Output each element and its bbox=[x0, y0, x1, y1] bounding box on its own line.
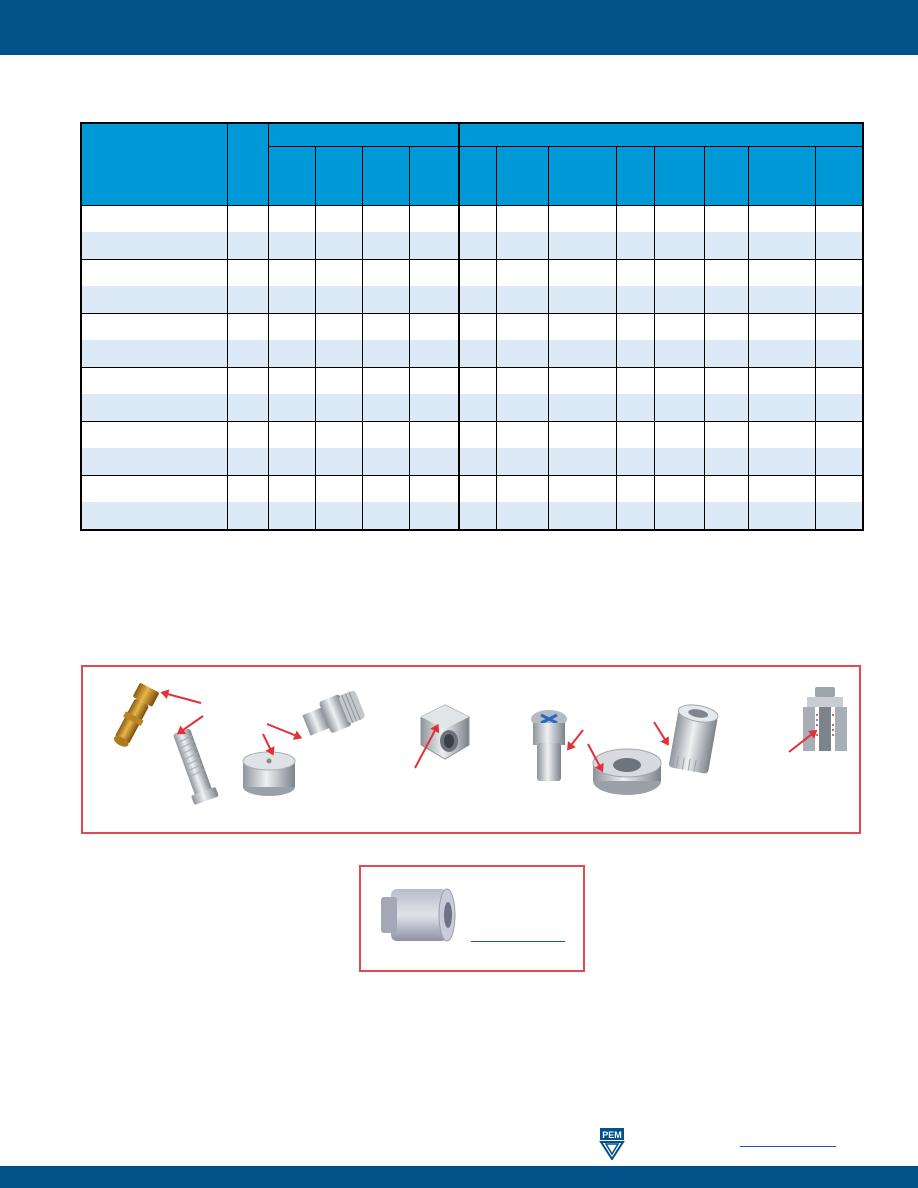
row-label-cell bbox=[81, 422, 227, 449]
table-cell bbox=[459, 232, 496, 260]
group-header-1 bbox=[268, 123, 459, 147]
table-cell bbox=[704, 286, 748, 314]
table-cell bbox=[459, 260, 496, 287]
table-cell bbox=[815, 502, 863, 530]
table-cell bbox=[704, 422, 748, 449]
table-cell bbox=[409, 476, 459, 503]
sub-header bbox=[268, 147, 315, 206]
footer-bar bbox=[0, 1166, 918, 1188]
table-cell bbox=[548, 260, 616, 287]
table-row bbox=[81, 340, 863, 368]
table-cell bbox=[315, 232, 362, 260]
row-label-cell bbox=[81, 476, 227, 503]
sub-header bbox=[409, 147, 459, 206]
table-cell bbox=[268, 206, 315, 233]
table-cell bbox=[616, 502, 654, 530]
table-cell bbox=[704, 340, 748, 368]
table-cell bbox=[362, 448, 409, 476]
table-cell bbox=[409, 422, 459, 449]
table-cell bbox=[704, 314, 748, 341]
table-cell bbox=[704, 394, 748, 422]
product-showcase bbox=[81, 665, 861, 834]
table-cell bbox=[227, 232, 268, 260]
table-cell bbox=[654, 286, 704, 314]
press-in-spacer-icon bbox=[665, 701, 721, 785]
table-cell bbox=[268, 476, 315, 503]
table-cell bbox=[459, 286, 496, 314]
table-cell bbox=[227, 448, 268, 476]
table-cell bbox=[815, 232, 863, 260]
table-cell bbox=[815, 422, 863, 449]
table-cell bbox=[268, 340, 315, 368]
table-cell bbox=[548, 502, 616, 530]
table-cell bbox=[409, 260, 459, 287]
table-cell bbox=[362, 422, 409, 449]
table-cell bbox=[315, 206, 362, 233]
table-cell bbox=[654, 232, 704, 260]
table-cell bbox=[704, 502, 748, 530]
table-cell bbox=[496, 368, 548, 395]
table-cell bbox=[748, 422, 815, 449]
table-cell bbox=[616, 260, 654, 287]
table-row bbox=[81, 502, 863, 530]
table-cell bbox=[616, 206, 654, 233]
table-cell bbox=[704, 368, 748, 395]
table-cell bbox=[748, 368, 815, 395]
table-cell bbox=[704, 232, 748, 260]
table-cell bbox=[616, 394, 654, 422]
table-cell bbox=[362, 368, 409, 395]
table-cell bbox=[268, 502, 315, 530]
table-cell bbox=[496, 206, 548, 233]
group-header-2 bbox=[459, 123, 863, 147]
table-cell bbox=[548, 314, 616, 341]
table-cell bbox=[315, 448, 362, 476]
table-cell bbox=[654, 448, 704, 476]
brass-standoff-icon bbox=[97, 679, 167, 759]
table-cell bbox=[548, 394, 616, 422]
table-cell bbox=[496, 314, 548, 341]
table-cell bbox=[459, 394, 496, 422]
table-cell bbox=[409, 286, 459, 314]
table-cell bbox=[268, 448, 315, 476]
threaded-stud-icon bbox=[159, 727, 229, 812]
table-cell bbox=[227, 340, 268, 368]
table-cell bbox=[704, 206, 748, 233]
table-cell bbox=[362, 394, 409, 422]
table-cell bbox=[268, 368, 315, 395]
table-cell bbox=[616, 368, 654, 395]
table-cell bbox=[496, 232, 548, 260]
row-label-cell bbox=[81, 394, 227, 422]
table-cell bbox=[548, 476, 616, 503]
table-cell bbox=[362, 206, 409, 233]
table-cell bbox=[748, 448, 815, 476]
table-row bbox=[81, 394, 863, 422]
table-cell bbox=[496, 340, 548, 368]
table-cell bbox=[654, 394, 704, 422]
table-cell bbox=[654, 368, 704, 395]
table-cell bbox=[815, 260, 863, 287]
table-cell bbox=[409, 502, 459, 530]
table-cell bbox=[815, 314, 863, 341]
table-cell bbox=[315, 286, 362, 314]
sub-header bbox=[315, 147, 362, 206]
table-cell bbox=[616, 476, 654, 503]
table-row bbox=[81, 286, 863, 314]
table-cell bbox=[227, 314, 268, 341]
header-part-type bbox=[81, 123, 227, 206]
table-cell bbox=[362, 286, 409, 314]
table-cell bbox=[268, 260, 315, 287]
table-cell bbox=[459, 314, 496, 341]
svg-text:PEM: PEM bbox=[602, 1130, 622, 1140]
table-cell bbox=[459, 368, 496, 395]
sub-header bbox=[704, 147, 748, 206]
sub-header bbox=[748, 147, 815, 206]
row-label-cell bbox=[81, 314, 227, 341]
header-col-2 bbox=[227, 123, 268, 206]
table-cell bbox=[748, 286, 815, 314]
table-cell bbox=[362, 260, 409, 287]
table-cell bbox=[268, 286, 315, 314]
table-cell bbox=[315, 260, 362, 287]
table-row bbox=[81, 232, 863, 260]
table-cell bbox=[315, 476, 362, 503]
table-cell bbox=[654, 314, 704, 341]
round-spacer-icon bbox=[371, 881, 461, 951]
table-cell bbox=[268, 422, 315, 449]
sub-header bbox=[362, 147, 409, 206]
table-cell bbox=[748, 502, 815, 530]
table-cell bbox=[815, 286, 863, 314]
sub-header bbox=[616, 147, 654, 206]
row-label-cell bbox=[81, 448, 227, 476]
table-cell bbox=[459, 502, 496, 530]
table-cell bbox=[362, 314, 409, 341]
table-cell bbox=[654, 422, 704, 449]
table-cell bbox=[815, 394, 863, 422]
table-cell bbox=[748, 232, 815, 260]
table-cell bbox=[227, 286, 268, 314]
row-label-cell bbox=[81, 502, 227, 530]
table-cell bbox=[459, 448, 496, 476]
table-cell bbox=[704, 448, 748, 476]
row-label-cell bbox=[81, 260, 227, 287]
table-cell bbox=[496, 502, 548, 530]
table-cell bbox=[459, 422, 496, 449]
specification-table bbox=[80, 122, 864, 531]
table-cell bbox=[409, 206, 459, 233]
table-cell bbox=[748, 340, 815, 368]
table-cell bbox=[548, 422, 616, 449]
table-cell bbox=[496, 476, 548, 503]
sub-header bbox=[815, 147, 863, 206]
table-cell bbox=[748, 260, 815, 287]
table-cell bbox=[654, 260, 704, 287]
table-cell bbox=[227, 206, 268, 233]
table-cell bbox=[227, 476, 268, 503]
table-cell bbox=[409, 314, 459, 341]
table-cell bbox=[548, 368, 616, 395]
table-row bbox=[81, 206, 863, 233]
table-cell bbox=[654, 206, 704, 233]
sub-header bbox=[459, 147, 496, 206]
table-cell bbox=[704, 476, 748, 503]
table-cell bbox=[227, 260, 268, 287]
table-cell bbox=[362, 476, 409, 503]
table-cell bbox=[748, 206, 815, 233]
table-cell bbox=[748, 476, 815, 503]
table-cell bbox=[616, 448, 654, 476]
table-cell bbox=[227, 422, 268, 449]
table-cell bbox=[409, 394, 459, 422]
table-cell bbox=[616, 232, 654, 260]
table-cell bbox=[654, 476, 704, 503]
row-label-cell bbox=[81, 232, 227, 260]
table-cell bbox=[748, 394, 815, 422]
table-cell bbox=[315, 394, 362, 422]
table-row bbox=[81, 314, 863, 341]
table-cell bbox=[268, 394, 315, 422]
table-cell bbox=[616, 422, 654, 449]
table-cell bbox=[548, 448, 616, 476]
table-cell bbox=[268, 314, 315, 341]
table-cell bbox=[654, 502, 704, 530]
table-cell bbox=[815, 206, 863, 233]
table-cell bbox=[459, 476, 496, 503]
table-cell bbox=[654, 340, 704, 368]
row-label-cell bbox=[81, 206, 227, 233]
table-row bbox=[81, 448, 863, 476]
table-cell bbox=[227, 502, 268, 530]
table-cell bbox=[362, 502, 409, 530]
row-label-cell bbox=[81, 340, 227, 368]
table-cell bbox=[268, 232, 315, 260]
table-cell bbox=[616, 340, 654, 368]
table-cell bbox=[459, 340, 496, 368]
table-cell bbox=[496, 286, 548, 314]
table-cell bbox=[815, 448, 863, 476]
table-cell bbox=[815, 368, 863, 395]
row-label-cell bbox=[81, 368, 227, 395]
row-label-cell bbox=[81, 286, 227, 314]
sub-header bbox=[548, 147, 616, 206]
table-cell bbox=[616, 314, 654, 341]
table-row bbox=[81, 476, 863, 503]
table-cell bbox=[548, 206, 616, 233]
table-cell bbox=[616, 286, 654, 314]
table-cell bbox=[409, 368, 459, 395]
table-cell bbox=[496, 448, 548, 476]
table-cell bbox=[409, 448, 459, 476]
sub-header bbox=[654, 147, 704, 206]
table-cell bbox=[815, 340, 863, 368]
table-row bbox=[81, 422, 863, 449]
table-cell bbox=[548, 286, 616, 314]
table-cell bbox=[315, 314, 362, 341]
table-cell bbox=[362, 340, 409, 368]
featured-product-box bbox=[359, 865, 585, 972]
captive-panel-screw-icon bbox=[295, 681, 375, 751]
website-link[interactable] bbox=[740, 1146, 836, 1147]
table-cell bbox=[227, 394, 268, 422]
pointer-arrow bbox=[162, 692, 201, 704]
table-cell bbox=[409, 232, 459, 260]
table-cell bbox=[496, 260, 548, 287]
table-body bbox=[81, 206, 863, 531]
table-cell bbox=[548, 340, 616, 368]
table-row bbox=[81, 368, 863, 395]
table-cell bbox=[748, 314, 815, 341]
table-cell bbox=[227, 368, 268, 395]
table-cell bbox=[409, 340, 459, 368]
table-cell bbox=[496, 394, 548, 422]
header-bar bbox=[0, 0, 918, 55]
table-cell bbox=[362, 232, 409, 260]
table-cell bbox=[315, 368, 362, 395]
table-cell bbox=[815, 476, 863, 503]
pem-logo bbox=[598, 1128, 626, 1160]
cross-section-fastener-icon bbox=[801, 685, 849, 759]
table-cell bbox=[548, 232, 616, 260]
sub-header bbox=[496, 147, 548, 206]
table-cell bbox=[496, 422, 548, 449]
table-row bbox=[81, 260, 863, 287]
table-cell bbox=[315, 340, 362, 368]
product-link[interactable] bbox=[471, 941, 565, 942]
table-cell bbox=[315, 422, 362, 449]
table-cell bbox=[704, 260, 748, 287]
table-cell bbox=[315, 502, 362, 530]
table-cell bbox=[459, 206, 496, 233]
